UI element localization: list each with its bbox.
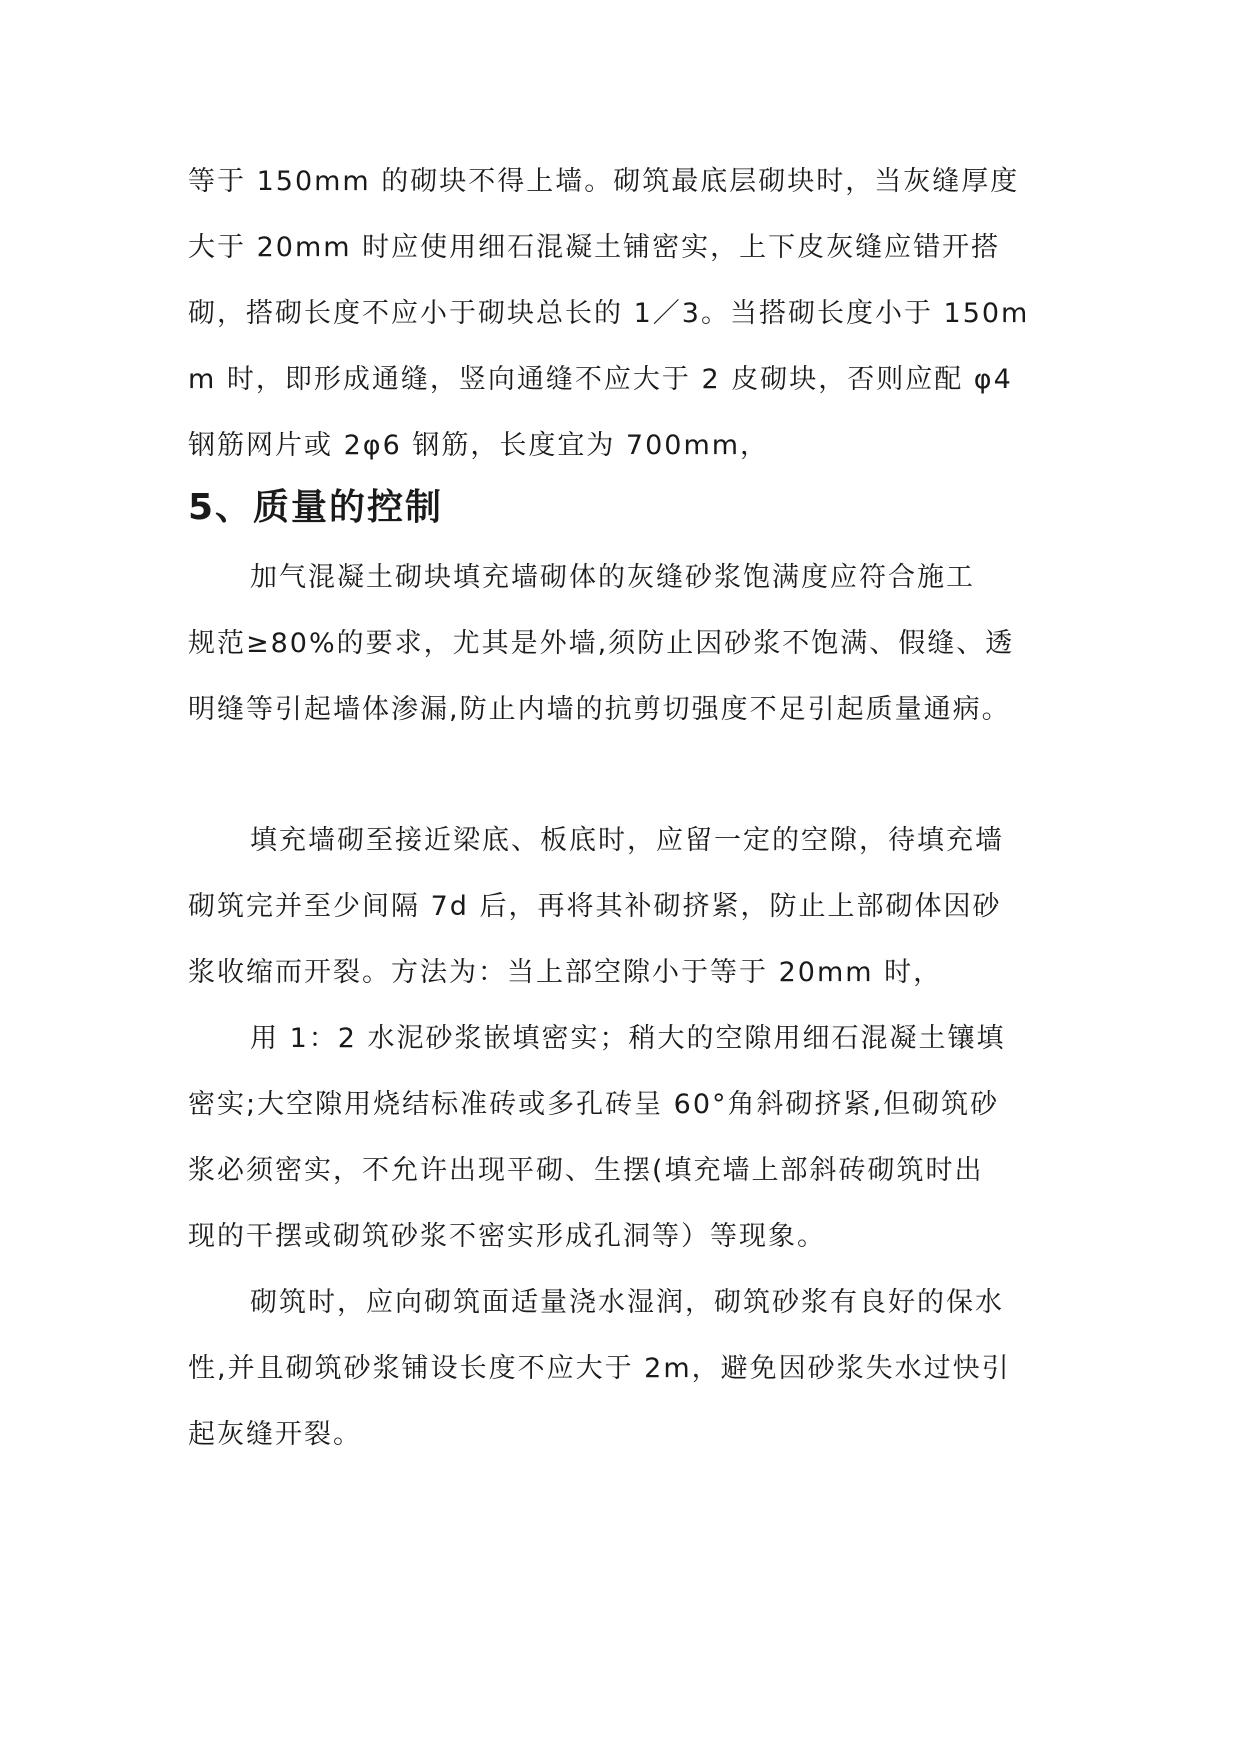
body-text-line: 明缝等引起墙体渗漏,防止内墙的抗剪切强度不足引起质量通病。 bbox=[188, 694, 1011, 725]
body-text-line: 用 1：2 水泥砂浆嵌填密实；稍大的空隙用细石混凝土镶填 bbox=[250, 1023, 1006, 1054]
section-heading: 5、质量的控制 bbox=[188, 487, 444, 528]
body-text-line: 性,并且砌筑砂浆铺设长度不应大于 2m，避免因砂浆失水过快引 bbox=[188, 1353, 1011, 1384]
body-text-line: m 时，即形成通缝，竖向通缝不应大于 2 皮砌块，否则应配 φ4 bbox=[188, 364, 1013, 395]
body-text-line: 等于 150mm 的砌块不得上墙。砌筑最底层砌块时，当灰缝厚度 bbox=[188, 166, 1020, 197]
body-text-line: 加气混凝土砌块填充墙砌体的灰缝砂浆饱满度应符合施工 bbox=[250, 562, 975, 593]
body-text-line: 密实;大空隙用烧结标准砖或多孔砖呈 60°角斜砌挤紧,但砌筑砂 bbox=[188, 1089, 1000, 1120]
body-text-line: 规范≥80%的要求，尤其是外墙,须防止因砂浆不饱满、假缝、透 bbox=[188, 628, 1015, 659]
body-text-line: 浆必须密实，不允许出现平砌、生摆(填充墙上部斜砖砌筑时出 bbox=[188, 1155, 984, 1186]
body-text-line: 砌，搭砌长度不应小于砌块总长的 1／3。当搭砌长度小于 150m bbox=[188, 298, 1030, 329]
body-text-line: 砌筑时，应向砌筑面适量浇水湿润，砌筑砂浆有良好的保水 bbox=[250, 1287, 1004, 1318]
body-text-line: 现的干摆或砌筑砂浆不密实形成孔洞等）等现象。 bbox=[188, 1221, 826, 1252]
body-text-line: 浆收缩而开裂。方法为：当上部空隙小于等于 20mm 时， bbox=[188, 957, 943, 988]
body-text-line: 起灰缝开裂。 bbox=[188, 1419, 362, 1450]
body-text-line: 填充墙砌至接近梁底、板底时，应留一定的空隙，待填充墙 bbox=[250, 825, 1004, 856]
body-text-line: 大于 20mm 时应使用细石混凝土铺密实，上下皮灰缝应错开搭 bbox=[188, 232, 1001, 263]
body-text-line: 砌筑完并至少间隔 7d 后，再将其补砌挤紧，防止上部砌体因砂 bbox=[188, 891, 1002, 922]
body-text-line: 钢筋网片或 2φ6 钢筋，长度宜为 700mm， bbox=[188, 430, 770, 461]
